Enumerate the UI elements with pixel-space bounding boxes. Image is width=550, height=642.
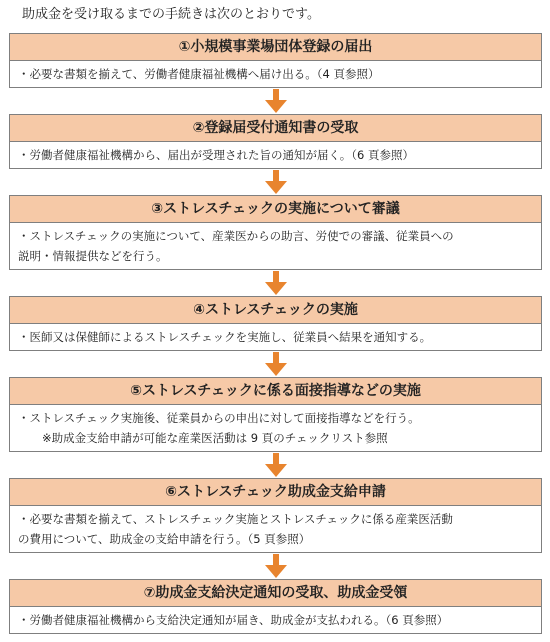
procedure-flowchart bbox=[9, 33, 542, 634]
step-title: ④ストレスチェックの実施 bbox=[10, 297, 541, 324]
step-2 bbox=[9, 114, 542, 169]
down-arrow-icon bbox=[9, 88, 542, 114]
description-line: ・労働者健康福祉機構から、届出が受理された旨の通知が届く。（6 頁参照） bbox=[18, 148, 414, 162]
step-title: ⑥ストレスチェック助成金支給申請 bbox=[10, 479, 541, 506]
step-title: ①小規模事業場団体登録の届出 bbox=[10, 34, 541, 61]
down-arrow-icon bbox=[9, 270, 542, 296]
description-line: ・ストレスチェック実施後、従業員からの申出に対して面接指導などを行う。 bbox=[18, 411, 420, 425]
step-title: ③ストレスチェックの実施について審議 bbox=[10, 196, 541, 223]
description-line: ・ストレスチェックの実施について、産業医からの助言、労使での審議、従業員への bbox=[18, 229, 454, 243]
step-7 bbox=[9, 579, 542, 634]
step-description bbox=[10, 506, 541, 552]
description-line: 説明・情報提供などを行う。 bbox=[18, 249, 168, 263]
description-note: ※助成金支給申請が可能な産業医活動は 9 頁のチェックリスト参照 bbox=[42, 431, 388, 445]
step-description bbox=[10, 607, 541, 633]
step-4 bbox=[9, 296, 542, 351]
description-line: ・必要な書類を揃えて、労働者健康福祉機構へ届け出る。（4 頁参照） bbox=[18, 67, 380, 81]
down-arrow-icon bbox=[9, 169, 542, 195]
intro-text: 助成金を受け取るまでの手続きは次のとおりです。 bbox=[22, 7, 320, 22]
step-3 bbox=[9, 195, 542, 270]
description-line: ・医師又は保健師によるストレスチェックを実施し、従業員へ結果を通知する。 bbox=[18, 330, 432, 344]
step-description bbox=[10, 61, 541, 87]
step-title: ⑦助成金支給決定通知の受取、助成金受領 bbox=[10, 580, 541, 607]
step-description bbox=[10, 142, 541, 168]
description-line: ・必要な書類を揃えて、ストレスチェック実施とストレスチェックに係る産業医活動 bbox=[18, 512, 453, 526]
description-line: の費用について、助成金の支給申請を行う。（5 頁参照） bbox=[18, 532, 311, 546]
description-line: ・労働者健康福祉機構から支給決定通知が届き、助成金が支払われる。（6 頁参照） bbox=[18, 613, 449, 627]
step-5 bbox=[9, 377, 542, 452]
step-description bbox=[10, 223, 541, 269]
down-arrow-icon bbox=[9, 553, 542, 579]
step-1 bbox=[9, 33, 542, 88]
step-title: ⑤ストレスチェックに係る面接指導などの実施 bbox=[10, 378, 541, 405]
step-description bbox=[10, 405, 541, 451]
step-6 bbox=[9, 478, 542, 553]
step-description bbox=[10, 324, 541, 350]
down-arrow-icon bbox=[9, 351, 542, 377]
step-title: ②登録届受付通知書の受取 bbox=[10, 115, 541, 142]
down-arrow-icon bbox=[9, 452, 542, 478]
